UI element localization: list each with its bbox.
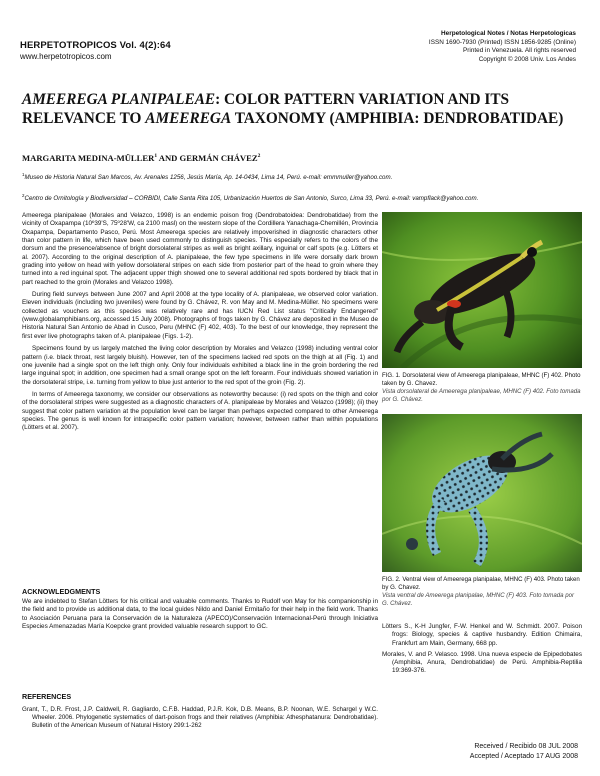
body-text — [22, 212, 378, 433]
affil-1-text: Museo de Historia Natural San Marcos, Av. Arenales 1256, Jesús María, Ap. 14-0434, Lima 14, Perú. e-mail: emmmuller@yahoo.com. — [24, 174, 393, 182]
article-title — [22, 90, 578, 128]
notes-title: Herpetological Notes / Notas Herpetologicas — [441, 30, 576, 37]
ack-heading: ACKNOWLEDGMENTS — [22, 587, 101, 596]
affiliation-2 — [22, 192, 578, 203]
title-genus: AMEEREGA — [145, 110, 232, 127]
figure-1-photo — [382, 212, 582, 368]
issn-line: ISSN 1690-7930 (Printed) ISSN 1856-9285 (Online) — [428, 38, 576, 46]
fig1-caption-en: FIG. 1. Dorsolateral view of Ameerega planipaleae, MHNC (F) 402. Photo taken by G. Chavez. — [382, 372, 581, 387]
journal-info — [376, 30, 576, 64]
figure-2-caption — [382, 576, 582, 608]
title-species: AMEEREGA PLANIPALEAE — [22, 91, 216, 108]
reference-lotters: Lötters S., K-H Jungfer, F-W. Henkel and W. Schmidt. 2007. Poison frogs: Biology, species & captive husbandry. Edition Chimaira, Frankfurt am Main, Germany, 668 pp. — [382, 623, 582, 647]
paragraph-3: Specimens found by us largely matched the living color description by Morales and Velazco (1998) including ventral color pattern (i.e. black throat, rest largely bluish). However, ten of the specimens lacked red spots on the thigh at all (Fig. 1) and one juvenile had a single spot on the left thigh only. Only four individuals exhibited a black line in the groin bordering the red large inguinal spot; in addition, one specimen had a small orange spot on the left forearm. Four individuals showed variation in the dorsolateral stripe, i.e. turning from yellow to blue just anterior to the red spot of the groin (Fig. 2). — [22, 345, 378, 386]
affil-1-num: 1 — [22, 172, 25, 177]
author-1-sup: 1 — [154, 153, 158, 160]
author-2-sup: 2 — [257, 153, 261, 160]
printed-line: Printed in Venezuela. All rights reserved — [463, 47, 576, 55]
affil-2-num: 2 — [22, 193, 25, 198]
authors — [22, 153, 578, 163]
copyright-line: Copyright © 2008 Univ. Los Andes — [478, 55, 576, 63]
received-line: Received / Recibido 08 JUL 2008 — [474, 743, 578, 750]
figure-1-caption — [382, 372, 582, 404]
affiliation-1 — [22, 171, 578, 182]
paragraph-4: In terms of Ameerega taxonomy, we consider our observations as noteworthy because: (i) red spots on the thigh and color of the dorsolateral stripes were suggested as a diagnostic characters of A. planipaleae by Morales and Velazco (1998); (ii) they suggest that color pattern variation at the population level can be larger than perhaps expected compared to other Ameerega species. The genus is well known for intraspecific color pattern variation; however, between rather than within populations (Lötters et al. 2007). — [22, 390, 378, 432]
ack-text: We are indebted to Stefan Lötters for his critical and valuable comments. Thanks to Rudolf von May for his companionship in the field and to provide us additional data, to the local guides Nildo and Daniel Ermitaño for their help in the field work. Thanks to Asociación Peruana para la Conservación de la Naturaleza (APECO)/Conservación Internacional-Perú through Iniciativa Especies Amenazadas María Koepcke grant provided valuable research support to GC. — [22, 598, 378, 631]
journal-url[interactable]: www.herpetotropicos.com — [20, 52, 112, 61]
accepted-line: Accepted / Aceptado 17 AUG 2008 — [469, 753, 578, 760]
affil-2-text: Centro de Ornitología y Biodiversidad – CORBIDI, Calle Santa Rita 105, Urbanización Huertos de San Antonio, Surco, Lima 33, Perú. e-mail: vampflack@yahoo.com. — [24, 195, 479, 203]
fig2-caption-es: Vista ventral de Ameerega planipalae, MHNC (F) 403. Foto tomada por G. Chávez. — [382, 592, 575, 607]
fig1-caption-es: Vista dorsolateral de Ameerega planipaleae, MHNC (F) 402. Foto tomada por G. Chávez. — [382, 388, 581, 403]
references-right — [382, 623, 582, 677]
received-dates — [378, 742, 578, 762]
author-1: MARGARITA MEDINA-MÜLLER — [22, 153, 155, 163]
references-heading: REFERENCES — [22, 692, 72, 701]
authors-and: AND — [157, 153, 180, 163]
journal-header: HERPETOTROPICOS Vol. 4(2):64 — [20, 40, 171, 51]
references-left — [22, 706, 378, 732]
paragraph-1: Ameerega planipaleae (Morales and Velazco, 1998) is an endemic poison frog (Dendrobatoidea: Dendrobatidae) from the vicinity of Oxapampa (10º39'S, 75º28'W, ca 2100 masl) on the western slope of the Cordillera Yanachaga-Chemillén, Provincia Oxapampa, Departamento Pasco, Perú. Most Ameerega species are relatively impoverished in diagnostic characters other than color pattern in life, which have been used commonly to distinguish species. This especially refers to the colors of the dorsum and the presence/absence of bright dorsolateral stripes as well as bright axillary, inguinal or calf spots (e.g. Lötters et al. 2007). According to the original description of A. planipaleae, the few type specimens in life were dorsally dark brown grading into yellow on head with yellow dorsolateral stripes on each side from posterior part of the head to groin where they turned into a red inguinal spot. The adjacent upper thigh showed one to several additional red spots bordered by black that in part reached to the groin (Morales and Velazco 1998). — [22, 212, 378, 286]
reference-grant: Grant, T., D.R. Frost, J.P. Caldwell, R. Gagliardo, C.F.B. Haddad, P.J.R. Kok, D.B. Means, B.P. Noonan, W.E. Schargel y W.C. Wheeler. 2006. Phylogenetic systematics of dart-poison frogs and their relatives (Amphibia: Athesphatanura: Dendrobatidae). Bulletin of the American Museum of Natural History 299:1-262 — [22, 706, 378, 730]
title-part1: : COLOR PATTERN VARIATION AND ITS RELEVANCE TO — [22, 91, 510, 127]
author-2: GERMÁN CHÁVEZ — [179, 153, 258, 163]
paragraph-2: During field surveys between June 2007 and April 2008 at the type locality of A. planipaleae, we observed color variation. Eleven individuals (including two juveniles) were found by G. Chávez, R. von May and M. Medina-Müller. No specimens were collected as vouchers as this species was relatively rare and has IUCN Red List status "Critically Endangered" (www.globalamphibians.org, accessed 15 July 2008). Photographs of frogs taken by G. Chávez are deposited in the Museo de Historia Natural San Antonio de Abad in Cusco, Peru (MHNC (F) 402, 403). To the best of our knowledge, they represent the first ever live photographs taken of A. planipaleae (Figs. 1-2). — [22, 291, 378, 340]
title-part2: TAXONOMY (AMPHIBIA: DENDROBATIDAE) — [231, 110, 564, 127]
reference-morales: Morales, V. and P. Velasco. 1998. Una nueva especie de Epipedobates (Amphibia, Anura, Dendrobatidae) de Perú. Amphibia-Reptilia 19:369-376. — [382, 650, 582, 675]
fig2-caption-en: FIG. 2. Ventral view of Ameerega planipalae, MHNC (F) 403. Photo taken by G. Chavez. — [382, 576, 580, 591]
figure-2-photo — [382, 414, 582, 572]
